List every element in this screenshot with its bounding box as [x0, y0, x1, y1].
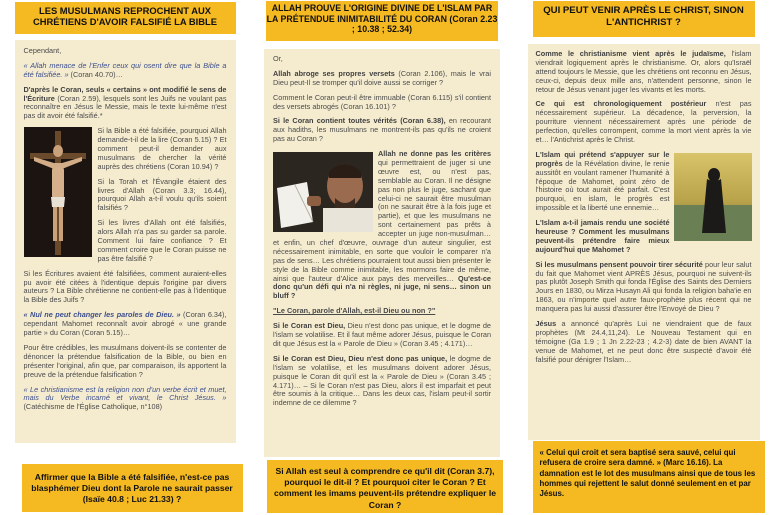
- paragraph-bold: Allah ne donne pas les critères: [378, 149, 491, 159]
- intro-text: Cependant,: [23, 46, 62, 55]
- paragraph-text: Si les livres d'Allah ont été falsifiés, alors Allah n'a pas su garder sa parole. Comment lui faire confiance ? Et comment croire que le Coran puisse ne pas être falsifié ?: [97, 218, 227, 263]
- paragraph-bold: Allah abroge ses propres versets: [273, 68, 395, 78]
- paragraph-bold: Ce qui est chronologiquement postérieur: [535, 99, 707, 109]
- intro-text: Or,: [273, 54, 283, 63]
- paragraph-bold: L'Islam qui prétend s'appuyer sur le progrès: [535, 149, 670, 168]
- paragraph-text: l'islam viendrait logiquement après le christianisme. Or, alors qu'Israël attend toujours le Messie, que les chrétiens ont reconnu en Jésus, ceux-ci, depuis deux mille ans, n'attendent personne, sinon le retour de Jésus venant juger les vivants et les morts.: [535, 49, 752, 94]
- paragraph-text: Si la Bible a été falsifiée, pourquoi Allah demande-t-il de la lire (Coran 5.15) ? Et comment peut-il demander aux musulmans de chercher la vérité auprès des chrétiens (Coran 10.94) ?: [97, 126, 227, 171]
- paragraph-bold: Comme le christianisme vient après le judaïsme,: [535, 49, 726, 58]
- column-antichrist: [517, 0, 770, 515]
- paragraph-text: Si les Écritures avaient été falsifiées, comment auraient-elles pu avoir été citées à l'identique depuis l'origine par divers auteurs ? La Bible chrétienne ne contient-elle pas à l'identique la Bible des Juifs ?: [23, 268, 227, 305]
- column-3-body: [528, 44, 760, 440]
- paragraph-bold: Si le Coran contient toutes vérités (Coran 6.38),: [273, 116, 446, 126]
- column-1-body: [15, 40, 236, 443]
- quote-ref: (Coran 6.34), cependant Mahomet reconnaît avoir abrogé « une grande partie » du Coran (Coran 5.15)…: [23, 310, 227, 338]
- paragraph-text: a annoncé qu'après Lui ne viendraient que de faux prophètes (Mt 24.4,11,24). Le Nouveau Testament qui en témoigne (Ga 1.9 ; 1 Jn 2.22-23 ; 4.2-3) date de bien AVANT la venue de Mahomet, et ne peut donc être suspecté d'avoir été falsifié pour dénigrer l'Islam…: [535, 319, 752, 364]
- paragraph-text: pour leur salut du fait que Mahomet vient APRÈS Jésus, pourquoi ne suivent-ils pas plutôt Joseph Smith qui fonda l'Église des Saints des Derniers Jours en 1830, ou Mirza Husayn Ali qui fonda la religion baha'ie en 1863, ou n'importe quel autre faux-prophète plus récent qui ne manquera pas lui aussi d'assurer être l'Envoyé de Dieu ?: [535, 259, 752, 314]
- paragraph-text: Si la Torah et l'Évangile étaient des livres d'Allah (Coran 3.3; 16.44), pourquoi Allah a-t-il voulu qu'ils soient falsifiés ?: [97, 176, 227, 213]
- column-inimitability: [258, 0, 506, 515]
- paragraph-text: Comment le Coran peut-il être immuable (Coran 6.115) s'il contient des versets abrogés: [273, 92, 491, 111]
- column-3-footer: « Celui qui croit et sera baptisé sera sauvé, celui qui refusera de croire sera damné. » (Marc 16.16). La damnation est le lot des musulmans ainsi que de tous les hommes qui rejettent le salut donné seulement en et par Jésus.: [533, 441, 765, 513]
- paragraph-bold: Qu'est-ce donc qu'un défi qui n'a ni règles, ni juge, ni sens… sinon un bluff ?: [273, 273, 491, 301]
- column-2-title: ALLAH PROUVE L'ORIGINE DIVINE DE L'ISLAM PAR LA PRÉTENDUE INIMITABILITÉ DU CORAN (Coran 2.23 ; 10.38 ; 52.34): [266, 1, 498, 41]
- column-falsification: [0, 0, 250, 515]
- quote-ref: (Coran 40.70)…: [68, 69, 123, 79]
- paragraph-text: (Coran 2.106), mais le vrai Dieu peut-Il se tromper qu'il doive aussi se corriger ?: [273, 68, 491, 87]
- paragraph-bold: Si le Coran est Dieu, Dieu n'est donc pas unique,: [273, 353, 448, 363]
- paragraph-text: n'est pas nécessairement supérieur. La décadence, la perversion, la pourriture viennent nécessairement après une période de perfection, qu'elles corrompent, comme la mort vient après la vie et… l'Antichrist après le Christ.: [535, 99, 752, 145]
- veiled-woman-image: [674, 153, 752, 241]
- paragraph-text: Pour être crédibles, les musulmans doivent-ils se contenter de dénoncer la prétendue falsification de la Bible, ou bien en présenter l'original, afin que, par comparaison, ils apportent la preuve de la prétendue falsification ?: [23, 342, 227, 379]
- paragraph-text: qui permettraient de juger si une œuvre est, ou n'est pas, semblable au Coran. Il ne désigne pas non plus le juge, sachant que celui-ci ne saurait être musulman (on ne saurait être à la fois juge et partie), et que les musulmans ne sont certainement pas prêts à accepter un juge non-musulman… et enfin, un chef d'œuvre, ouvrage d'un auteur singulier, est nécessairement inimitable, en sorte que vouloir le comparer n'a pas de sens… Les chrétiens pourraient tout aussi bien présenter le style de la Bible comme inimitable, les mormons faire de même, ainsi que l'auteur d'Alice aux pays des merveilles…: [273, 158, 491, 283]
- paragraph-text: (Coran 2.59), lesquels sont les Juifs ne voulant pas reconnaître en Jésus le Messie, mais le texte lui-même n'est pas dit avoir été falsifié.*: [23, 93, 227, 121]
- paragraph-text: en recourant aux hadiths, les musulmans ne montrent-ils pas qu'ils ne croient pas au Coran ?: [273, 116, 491, 144]
- column-1-footer: Affirmer que la Bible a été falsifiée, n'est-ce pas blasphémer Dieu dont la Parole ne saurait passer (Isaïe 40.8 ; Luc 21.33) ?: [22, 464, 243, 512]
- quote-text: « Nul ne peut changer les paroles de Dieu. »: [23, 310, 181, 320]
- question-link-text: "Le Coran, parole d'Allah, est-il Dieu ou non ?": [273, 306, 436, 316]
- column-2-body: [264, 49, 500, 457]
- quote-text: « Allah menace de l'Enfer ceux qui osent dire que la Bible a été falsifiée. »: [23, 60, 227, 79]
- paragraph-bold: Si les musulmans pensent pouvoir tirer sécurité: [535, 259, 703, 269]
- paragraph-text: Dieu n'est donc pas unique, et le dogme de l'islam se volatilise. Et il faut même adorer Jésus, puisque le Coran dit que Jésus est la « Parole de Dieu » (Coran 3.45 ; 4.171)…: [273, 321, 491, 348]
- column-1-title: LES MUSULMANS REPROCHENT AUX CHRÉTIENS D'AVOIR FALSIFIÉ LA BIBLE: [15, 2, 236, 34]
- quote-text: « Le christianisme est la religion non d'un verbe écrit et muet, mais du Verbe incarné et vivant, le Christ Jésus. »: [23, 384, 227, 403]
- column-2-footer: Si Allah est seul à comprendre ce qu'il dit (Coran 3.7), pourquoi le dit-il ? Et pourquoi citer le Coran ? Et comment les imams peuvent-ils prétendre expliquer le Coran ?: [267, 460, 503, 513]
- paragraph-bold: L'Islam a-t-il jamais rendu une société heureuse ? Comment les musulmans peuvent-ils prétendre faire mieux aujourd'hui que Mahomet ?: [535, 218, 670, 254]
- column-3-title: QUI PEUT VENIR APRÈS LE CHRIST, SINON L'ANTICHRIST ?: [533, 1, 755, 37]
- koran-reader-image: [273, 152, 373, 232]
- paragraph-bold: Si le Coran est Dieu,: [273, 321, 346, 331]
- paragraph-text: (Coran 16.101) ?: [338, 101, 396, 111]
- paragraph-text: le dogme de l'islam se volatilise, et les musulmans doivent adorer Jésus, puisque le Coran dit qu'il est la « Parole de Dieu » (Coran 3.45 ; 4.171)… – Si le Coran n'est pas Dieu, alors il est imparfait et peut être soumis à la critique… Dans les deux cas, l'islam peut-il sortir indemne de ce dilemme ?: [273, 353, 491, 408]
- paragraph-bold: D'après le Coran, seuls « certains » ont modifié le sens de l'Écriture: [23, 84, 227, 103]
- quote-ref: (Catéchisme de l'Église Catholique, n°108): [23, 402, 163, 412]
- crucifix-image: [24, 127, 92, 257]
- paragraph-text: de la Révélation divine, le renie aussitôt en voulant ramener l'humanité à l'époque de Mahomet, point zéro de l'histoire où tout aurait été parfait. C'est pourquoi, en islam, le progrès est impossible et la liberté une ennemie…: [535, 158, 670, 213]
- paragraph-bold: Jésus: [535, 319, 557, 329]
